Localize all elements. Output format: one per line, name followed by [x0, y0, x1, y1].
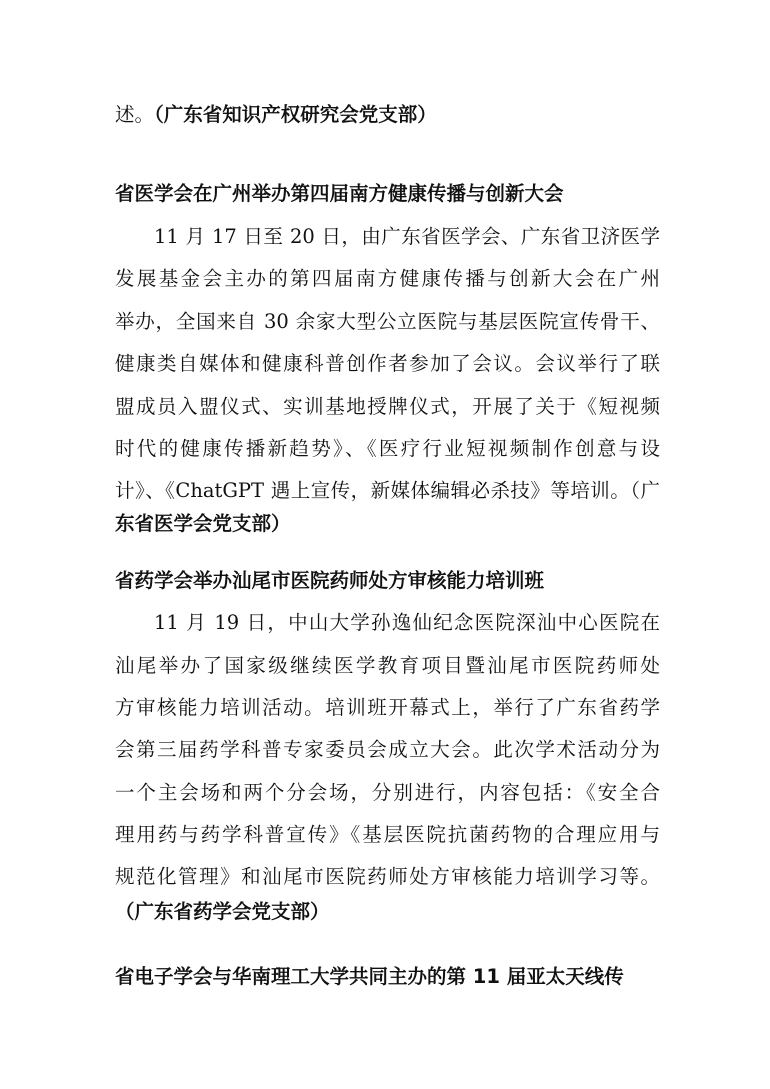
- section-1-line-3: 举办，全国来自 30 余家大型公立医院与基层医院宣传骨干、: [115, 310, 660, 333]
- section-3-title: 省电子学会与华南理工大学共同主办的第 11 届亚太天线传: [115, 965, 624, 988]
- section-1-line-5: 盟成员入盟仪式、实训基地授牌仪式，开展了关于《短视频: [115, 395, 660, 418]
- section-1-title: 省医学会在广州举办第四届南方健康传播与创新大会: [115, 182, 564, 205]
- section-1-line-4: 健康类自媒体和健康科普创作者参加了会议。会议举行了联: [115, 352, 660, 375]
- section-2-line-3: 方审核能力培训活动。培训班开幕式上，举行了广东省药学: [115, 696, 660, 719]
- section-1-line-6: 时代的健康传播新趋势》、《医疗行业短视频制作创意与设: [115, 437, 660, 460]
- section-2-title: 省药学会举办汕尾市医院药师处方审核能力培训班: [115, 569, 545, 592]
- section-1-line-2: 发展基金会主办的第四届南方健康传播与创新大会在广州: [115, 267, 660, 290]
- intro-tail: 述。: [115, 103, 155, 126]
- intro-source: （广东省知识产权研究会党支部）: [154, 103, 437, 126]
- intro-line: [115, 102, 660, 128]
- section-2-line-7: 规范化管理》和汕尾市医院药师处方审核能力培训学习等。: [115, 865, 660, 888]
- section-2-line-1: 11 月 19 日，中山大学孙逸仙纪念医院深汕中心医院在: [154, 611, 660, 634]
- section-2-source: （广东省药学会党支部）: [115, 900, 330, 923]
- section-1-source: 东省医学会党支部）: [115, 512, 291, 535]
- section-2-line-6: 理用药与药学科普宣传》《基层医院抗菌药物的合理应用与: [115, 823, 660, 846]
- section-2-line-5: 一个主会场和两个分会场，分别进行，内容包括：《安全合: [115, 781, 660, 804]
- section-1-line-7: 计》、《ChatGPT 遇上宣传，新媒体编辑必杀技》等培训。（广: [115, 479, 660, 502]
- section-2-line-2: 汕尾举办了国家级继续医学教育项目暨汕尾市医院药师处: [115, 654, 660, 677]
- section-1-line-1: 11 月 17 日至 20 日，由广东省医学会、广东省卫济医学: [154, 225, 660, 248]
- section-2-line-4: 会第三届药学科普专家委员会成立大会。此次学术活动分为: [115, 738, 660, 761]
